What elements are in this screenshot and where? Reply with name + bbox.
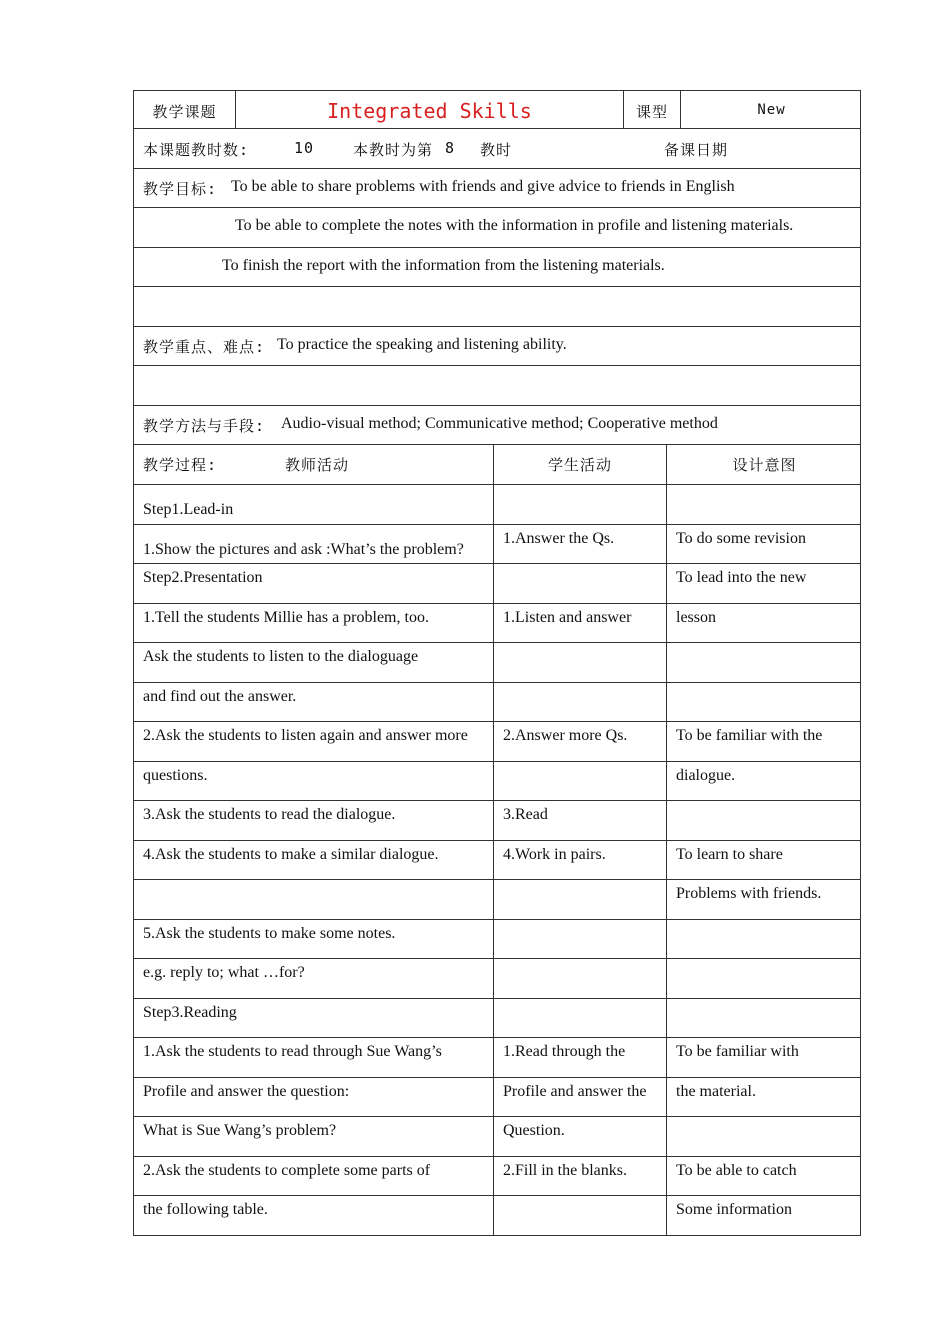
teacher-activity: 3.Ask the students to read the dialogue. [143, 806, 396, 823]
student-cell [493, 485, 666, 524]
design-intent: To learn to share [676, 846, 783, 863]
process-header-intent-cell [666, 445, 862, 484]
table-row [133, 801, 861, 841]
teacher-cell [134, 564, 493, 603]
teacher-cell [134, 959, 493, 998]
student-cell [493, 643, 666, 682]
key-points-text: To practice the speaking and listening ability. [277, 336, 567, 353]
process-header-student-cell [493, 445, 666, 484]
methods-text: Audio-visual method; Communicative method; Cooperative method [281, 415, 718, 432]
student-activity: 3.Read [503, 806, 548, 823]
teacher-activity-header: 教师活动 [285, 456, 350, 474]
student-activity: Profile and answer the [503, 1083, 647, 1100]
objective-3: To finish the report with the information from the listening materials. [222, 257, 665, 274]
table-row [133, 999, 861, 1038]
student-cell [493, 959, 666, 998]
teacher-cell [134, 1038, 493, 1077]
empty-row-1 [133, 287, 861, 327]
intent-cell [666, 643, 862, 682]
student-activity: 2.Fill in the blanks. [503, 1162, 627, 1179]
title-cell [235, 91, 623, 128]
teacher-activity: 5.Ask the students to make some notes. [143, 925, 396, 942]
student-activity: 1.Answer the Qs. [503, 530, 615, 547]
teacher-activity: Step3.Reading [143, 1004, 237, 1021]
student-activity: 1.Read through the [503, 1043, 626, 1060]
student-cell [493, 920, 666, 958]
design-intent: Problems with friends. [676, 885, 822, 902]
design-intent: To be familiar with [676, 1043, 799, 1060]
objective-row-1 [133, 169, 861, 208]
header-row [133, 90, 861, 129]
teacher-activity: 2.Ask the students to listen again and answer more [143, 727, 468, 744]
design-intent: To lead into the new [676, 569, 807, 586]
teacher-activity: questions. [143, 767, 208, 784]
table-row [133, 604, 861, 643]
teacher-activity: What is Sue Wang’s problem? [143, 1122, 337, 1139]
teacher-cell [134, 1196, 493, 1235]
intent-cell [666, 1078, 862, 1116]
teacher-cell [134, 485, 493, 524]
intent-cell [666, 762, 862, 800]
key-points-row [133, 327, 861, 366]
intent-cell [666, 1196, 862, 1235]
intent-cell [666, 683, 862, 721]
lesson-plan-table [133, 90, 861, 1236]
student-cell [493, 722, 666, 761]
intent-cell [666, 564, 862, 603]
objective-row-2 [133, 208, 861, 248]
teacher-activity: 1.Tell the students Millie has a problem, too. [143, 609, 429, 626]
student-cell [493, 564, 666, 603]
student-cell [493, 604, 666, 642]
type-label-cell [623, 91, 680, 128]
teacher-activity: Profile and answer the question: [143, 1083, 350, 1100]
teacher-activity: 1.Ask the students to read through Sue Wang’s [143, 1043, 442, 1060]
design-intent: the material. [676, 1083, 756, 1100]
design-intent: dialogue. [676, 767, 736, 784]
teacher-cell [134, 1078, 493, 1116]
student-cell [493, 762, 666, 800]
intent-cell [666, 801, 862, 840]
process-header-row [133, 445, 861, 485]
intent-cell [666, 1157, 862, 1195]
objective-row-3 [133, 248, 861, 287]
table-row [133, 485, 861, 525]
teacher-activity: 1.Show the pictures and ask :What’s the problem? [143, 541, 464, 558]
current-hour-label: 本教时为第 [353, 141, 434, 159]
table-row [133, 1117, 861, 1157]
table-row [133, 643, 861, 683]
table-row [133, 1196, 861, 1236]
teacher-cell [134, 762, 493, 800]
teacher-activity: e.g. reply to; what …for? [143, 964, 305, 981]
objectives-label: 教学目标: [143, 180, 218, 198]
teacher-cell [134, 920, 493, 958]
intent-cell [666, 841, 862, 879]
teacher-cell [134, 801, 493, 840]
teacher-cell [134, 1157, 493, 1195]
teacher-cell [134, 643, 493, 682]
student-activity: Question. [503, 1122, 565, 1139]
student-cell [493, 801, 666, 840]
student-cell [493, 1196, 666, 1235]
teacher-activity: 4.Ask the students to make a similar dialogue. [143, 846, 439, 863]
process-header-teacher-cell [134, 445, 493, 484]
table-row [133, 564, 861, 604]
teacher-activity: Ask the students to listen to the dialoguage [143, 648, 419, 665]
teacher-cell [134, 880, 493, 919]
intent-cell [666, 604, 862, 642]
table-row [133, 841, 861, 880]
teacher-cell [134, 1117, 493, 1156]
intent-cell [666, 485, 862, 524]
teacher-cell [134, 604, 493, 642]
key-points-label: 教学重点、难点: [143, 338, 266, 356]
intent-cell [666, 1038, 862, 1077]
student-cell [493, 999, 666, 1037]
table-row [133, 920, 861, 959]
student-cell [493, 880, 666, 919]
objective-1: To be able to share problems with friends and give advice to friends in English [231, 178, 735, 195]
teacher-cell [134, 999, 493, 1037]
design-intent: lesson [676, 609, 716, 626]
design-intent: Some information [676, 1201, 792, 1218]
table-row [133, 959, 861, 999]
student-cell [493, 1078, 666, 1116]
prep-date-label: 备课日期 [664, 141, 729, 159]
intent-cell [666, 920, 862, 958]
teacher-activity: 2.Ask the students to complete some parts of [143, 1162, 431, 1179]
table-row [133, 683, 861, 722]
student-cell [493, 1038, 666, 1077]
teacher-cell [134, 525, 493, 563]
table-row [133, 1038, 861, 1078]
teacher-activity: the following table. [143, 1201, 268, 1218]
student-activity: 4.Work in pairs. [503, 846, 606, 863]
lesson-title: Integrated Skills [327, 99, 532, 123]
current-hour-suffix: 教时 [480, 141, 513, 159]
total-hours-value: 10 [294, 139, 315, 157]
teacher-activity: and find out the answer. [143, 688, 297, 705]
table-row [133, 880, 861, 920]
student-cell [493, 1157, 666, 1195]
table-row [133, 1157, 861, 1196]
objective-2: To be able to complete the notes with the information in profile and listening materials. [235, 217, 794, 234]
student-activity: 1.Listen and answer [503, 609, 632, 626]
student-cell [493, 525, 666, 563]
student-cell [493, 841, 666, 879]
table-row [133, 1078, 861, 1117]
intent-cell [666, 525, 862, 563]
teacher-cell [134, 841, 493, 879]
table-row [133, 762, 861, 801]
table-row [133, 722, 861, 762]
teacher-cell [134, 683, 493, 721]
student-cell [493, 683, 666, 721]
hours-row [133, 129, 861, 169]
design-intent: To be able to catch [676, 1162, 797, 1179]
teacher-activity: Step2.Presentation [143, 569, 263, 586]
intent-cell [666, 880, 862, 919]
intent-cell [666, 999, 862, 1037]
current-hour-value: 8 [445, 139, 456, 157]
empty-row-2 [133, 366, 861, 406]
intent-cell [666, 959, 862, 998]
design-intent: To do some revision [676, 530, 806, 547]
intent-cell [666, 1117, 862, 1156]
methods-label: 教学方法与手段: [143, 417, 266, 435]
student-activity-header: 学生活动 [547, 456, 612, 474]
design-intent-header: 设计意图 [732, 456, 797, 474]
topic-label-cell [134, 91, 235, 128]
total-hours-label: 本课题教时数: [143, 141, 250, 159]
process-label: 教学过程: [143, 456, 218, 474]
teacher-cell [134, 722, 493, 761]
design-intent: To be familiar with the [676, 727, 823, 744]
type-value: New [757, 102, 786, 118]
methods-row [133, 406, 861, 445]
type-value-cell [680, 91, 862, 128]
table-row [133, 525, 861, 564]
type-label: 课型 [635, 103, 668, 121]
topic-label: 教学课题 [152, 103, 217, 121]
student-activity: 2.Answer more Qs. [503, 727, 628, 744]
student-cell [493, 1117, 666, 1156]
intent-cell [666, 722, 862, 761]
teacher-activity: Step1.Lead-in [143, 501, 234, 518]
